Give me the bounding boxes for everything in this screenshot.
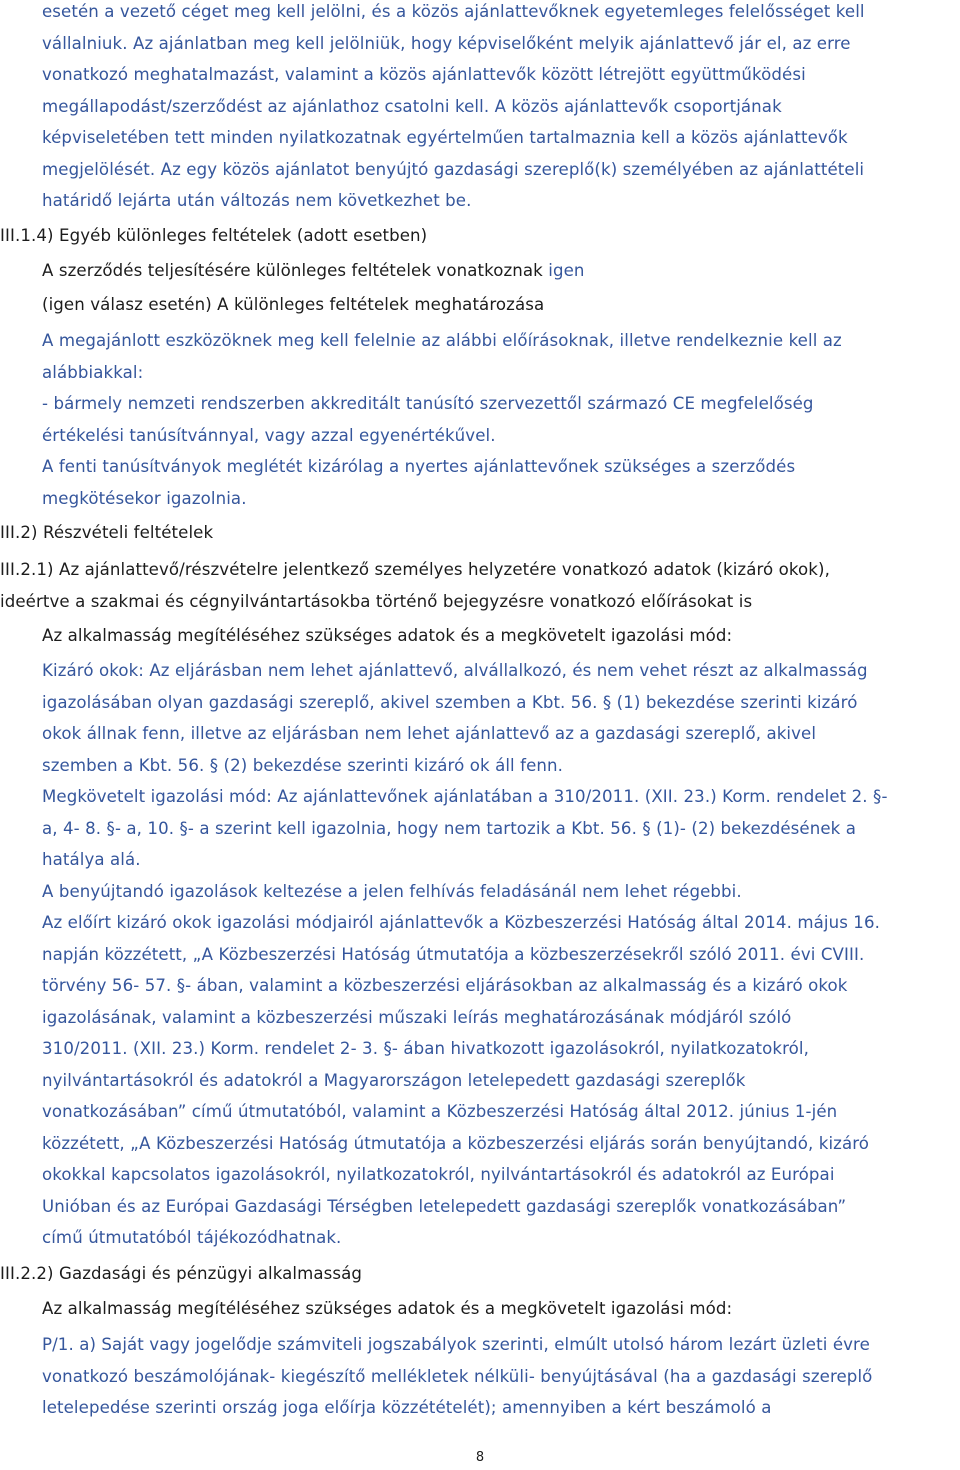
body-line: letelepedése szerinti ország joga előírja közzétételét); amennyiben a kért beszámoló a	[42, 1398, 772, 1417]
section-heading-text: III.2) Részvételi feltételek	[0, 523, 214, 542]
body-line: nyilvántartásokról és adatokról a Magyarországon letelepedett gazdasági szereplők	[42, 1070, 746, 1090]
body-line: A fenti tanúsítványok meglétét kizárólag a nyertes ajánlattevőnek szükséges a szerződés	[42, 457, 796, 476]
body-line: igazolásának, valamint a közbeszerzési műszaki leírás meghatározásának módjáról szóló	[42, 1007, 792, 1027]
body-line: Kizáró okok: Az eljárásban nem lehet ajánlattevő, alvállalkozó, és nem vehet részt az alkalmasság	[42, 661, 868, 680]
body-line: vonatkozó beszámolójának- kiegészítő mellékletek nélküli- benyújtásával (ha a gazdasági szereplő	[42, 1366, 873, 1386]
body-line: törvény 56- 57. §- ában, valamint a közbeszerzési eljárásokban az alkalmasság és a kizáró okok	[42, 976, 848, 995]
body-line: közzétett, „A Közbeszerzési Hatóság útmutatója a közbeszerzési eljárás során benyújtandó, kizáró	[42, 1133, 870, 1153]
body-line: vonatkozásában” című útmutatóból, valamint a Közbeszerzési Hatóság által 2012. június 1-jén	[42, 1102, 838, 1121]
body-line: Megkövetelt igazolási mód: Az ajánlattevőnek ajánlatában a 310/2011. (XII. 23.) Korm. rendelet 2. §-	[42, 787, 888, 806]
body-line: értékelési tanúsítvánnyal, vagy azzal egyenértékűvel.	[42, 425, 496, 445]
question-answer: igen	[548, 261, 585, 280]
body-line: című útmutatóból tájékozódhatnak.	[42, 1228, 342, 1247]
body-line: okokkal kapcsolatos igazolásokról, nyilatkozatokról, nyilvántartásokról és adatokról az Európai	[42, 1165, 835, 1184]
body-line: P/1. a) Saját vagy jogelődje számviteli jogszabályok szerinti, elmúlt utolsó három lezárt üzleti évre	[42, 1335, 870, 1354]
financial-suitability-body	[42, 1329, 952, 1424]
body-line: okok állnak fenn, illetve az eljárásban nem lehet ajánlattevő az a gazdasági szereplő, akivel	[42, 724, 817, 743]
intro-line: vállalniuk. Az ajánlatban meg kell jelölniük, hogy képviselőként melyik ajánlattevő jár el, az erre	[42, 33, 851, 53]
body-line: megkötésekor igazolnia.	[42, 488, 247, 508]
body-line: - bármely nemzeti rendszerben akkreditált tanúsító szervezettől származó CE megfelelőség	[42, 394, 814, 413]
exclusion-grounds-body	[42, 655, 952, 1254]
body-line: igazolásában olyan gazdasági szereplő, akivel szemben a Kbt. 56. § (1) bekezdése szerinti kizáró	[42, 692, 858, 712]
body-line: Az előírt kizáró okok igazolási módjairól ajánlattevők a Közbeszerzési Hatóság által 2014. május 16.	[42, 913, 881, 932]
heading-line: ideértve a szakmai és cégnyilvántartásokba történő bejegyzésre vonatkozó előírásokat is	[0, 591, 753, 611]
section-heading-iii-2-1	[0, 554, 952, 617]
intro-line: esetén a vezető céget meg kell jelölni, és a közös ajánlattevőknek egyetemleges felelősséget kell	[42, 2, 865, 21]
question-label: A szerződés teljesítésére különleges feltételek vonatkoznak	[42, 261, 543, 280]
label-text: Az alkalmasság megítéléséhez szükséges adatok és a megkövetelt igazolási mód:	[42, 1299, 733, 1318]
intro-paragraph	[42, 0, 952, 217]
intro-line: megállapodást/szerződést az ajánlathoz csatolni kell. A közös ajánlattevők csoportjának	[42, 96, 782, 116]
intro-line: határidő lejárta után változás nem következhet be.	[42, 191, 472, 210]
intro-line: vonatkozó meghatalmazást, valamint a közös ajánlattevők között létrejött együttműködési	[42, 65, 806, 84]
intro-line: képviseletében tett minden nyilatkozatnak egyértelműen tartalmaznia kell a közös ajánlattevők	[42, 128, 848, 147]
section-heading-iii-2	[0, 517, 952, 549]
body-line: a, 4- 8. §- a, 10. §- a szerint kell igazolnia, hogy nem tartozik a Kbt. 56. § (1)- (2) bekezdésének a	[42, 818, 857, 838]
label-text: Az alkalmasság megítéléséhez szükséges adatok és a megkövetelt igazolási mód:	[42, 626, 733, 645]
body-line: 310/2011. (XII. 23.) Korm. rendelet 2- 3. §- ában hivatkozott igazolásokról, nyilatkozatokról,	[42, 1039, 809, 1058]
suitability-label	[42, 620, 952, 652]
special-conditions-sublabel	[42, 289, 952, 321]
body-line: hatálya alá.	[42, 850, 141, 869]
body-line: A megajánlott eszközöknek meg kell felelnie az alábbi előírásoknak, illetve rendelkeznie kell az	[42, 331, 842, 350]
section-heading-text: III.1.4) Egyéb különleges feltételek (adott esetben)	[0, 226, 428, 245]
body-line: alábbiakkal:	[42, 362, 144, 382]
special-conditions-question	[42, 255, 952, 287]
section-heading-iii-1-4	[0, 220, 952, 252]
page-number: 8	[475, 1450, 485, 1465]
body-line: napján közzétett, „A Közbeszerzési Hatóság útmutatója a közbeszerzésekről szóló 2011. évi CVIII.	[42, 944, 865, 964]
section-heading-text: III.2.2) Gazdasági és pénzügyi alkalmasság	[0, 1264, 363, 1283]
financial-suitability-label	[42, 1293, 952, 1325]
body-line: Unióban és az Európai Gazdasági Térségben letelepedett gazdasági szereplők vonatkozásában”	[42, 1196, 847, 1216]
special-conditions-body	[42, 325, 952, 514]
body-line: szemben a Kbt. 56. § (2) bekezdése szerinti kizáró ok áll fenn.	[42, 755, 563, 775]
sublabel-text: (igen válasz esetén) A különleges feltételek meghatározása	[42, 295, 545, 314]
section-heading-iii-2-2	[0, 1258, 952, 1290]
intro-line: megjelölését. Az egy közös ajánlatot benyújtó gazdasági szereplő(k) személyében az ajánlattételi	[42, 159, 865, 179]
heading-line: III.2.1) Az ajánlattevő/részvételre jelentkező személyes helyzetére vonatkozó adatok (kizáró okok),	[0, 560, 830, 579]
body-line: A benyújtandó igazolások keltezése a jelen felhívás feladásánál nem lehet régebbi.	[42, 881, 742, 901]
